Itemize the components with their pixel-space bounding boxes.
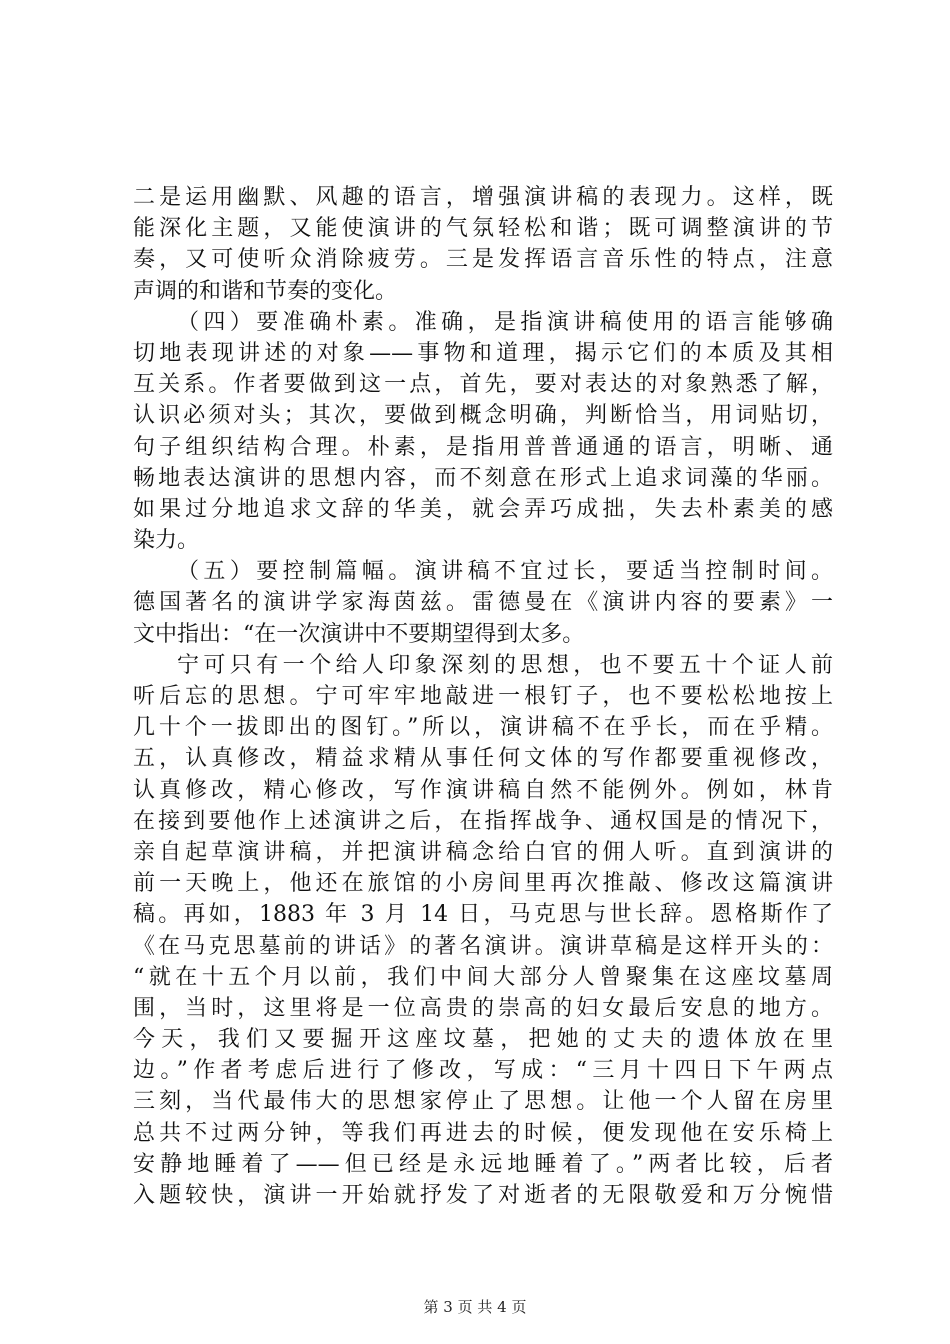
text-line: 亲自起草演讲稿，并把演讲稿念给白官的佣人听。直到演讲的 <box>133 839 833 865</box>
text-line: 前一天晚上，他还在旅馆的小房间里再次推敲、修改这篇演讲 <box>133 871 833 897</box>
text-line: 如果过分地追求文辞的华美，就会弄巧成拙，失去朴素美的感 <box>133 496 833 522</box>
text-line: 入题较快，演讲一开始就抒发了对逝者的无限敬爱和万分惋惜 <box>133 1183 833 1208</box>
text-line: 声调的和谐和节奏的变化。 <box>133 278 398 304</box>
text-line: 奏，又可使听众消除疲劳。三是发挥语言音乐性的特点，注意 <box>133 247 833 273</box>
text-line: 畅地表达演讲的思想内容，而不刻意在形式上追求词藻的华丽。 <box>133 465 833 491</box>
text-line: 互关系。作者要做到这一点，首先，要对表达的对象熟悉了解， <box>133 372 833 398</box>
text-line: （四）要准确朴素。准确，是指演讲稿使用的语言能够确 <box>177 309 833 335</box>
text-line: （五）要控制篇幅。演讲稿不宜过长，要适当控制时间。 <box>177 559 833 585</box>
text-line: 听后忘的思想。宁可牢牢地敲进一根钉子，也不要松松地按上 <box>133 684 833 709</box>
text-line: 二是运用幽默、风趣的语言，增强演讲稿的表现力。这样，既 <box>133 185 833 210</box>
text-line: 总共不过两分钟，等我们再进去的时候，便发现他在安乐椅上 <box>133 1120 833 1146</box>
text-line: 认真修改，精心修改，写作演讲稿自然不能例外。例如，林肯 <box>133 777 833 803</box>
text-line: 安静地睡着了——但已经是永远地睡着了。”两者比较，后者 <box>133 1151 833 1177</box>
text-line: 能深化主题，又能使演讲的气氛轻松和谐；既可调整演讲的节 <box>133 216 833 242</box>
text-line: 围，当时，这里将是一位高贵的崇高的妇女最后安息的地方。 <box>133 995 833 1021</box>
text-line: 文中指出：“在一次演讲中不要期望得到太多。 <box>133 621 585 647</box>
text-line: “就在十五个月以前，我们中间大部分人曾聚集在这座坟墓周 <box>133 964 833 990</box>
text-line: 句子组织结构合理。朴素，是指用普普通通的语言，明晰、通 <box>133 434 833 460</box>
text-line: 稿。再如，1883 年 3 月 14 日，马克思与世长辞。恩格斯作了 <box>133 902 833 928</box>
text-line: 认识必须对头；其次，要做到概念明确，判断恰当，用词贴切， <box>133 403 833 429</box>
text-line: 德国著名的演讲学家海茵兹。雷德曼在《演讲内容的要素》一 <box>133 590 833 616</box>
body-text <box>133 182 833 1211</box>
text-line: 三刻，当代最伟大的思想家停止了思想。让他一个人留在房里 <box>133 1089 833 1115</box>
text-line: 宁可只有一个给人印象深刻的思想，也不要五十个证人前 <box>177 652 833 678</box>
text-line: 《在马克思墓前的讲话》的著名演讲。演讲草稿是这样开头的： <box>133 933 833 959</box>
page-footer: 第 3 页 共 4 页 <box>423 1298 527 1316</box>
text-line: 五，认真修改，精益求精从事任何文体的写作都要重视修改， <box>133 746 833 772</box>
text-line: 在接到要他作上述演讲之后，在指挥战争、通权国是的情况下， <box>133 808 833 834</box>
text-line: 今天，我们又要掘开这座坟墓，把她的丈夫的遗体放在里 <box>133 1027 833 1053</box>
text-line: 切地表现讲述的对象——事物和道理，揭示它们的本质及其相 <box>133 340 833 366</box>
text-line: 染力。 <box>133 528 200 554</box>
text-line: 边。”作者考虑后进行了修改，写成：“三月十四日下午两点 <box>133 1058 833 1084</box>
text-line: 几十个一拔即出的图钉。”所以，演讲稿不在乎长，而在乎精。 <box>133 715 833 741</box>
